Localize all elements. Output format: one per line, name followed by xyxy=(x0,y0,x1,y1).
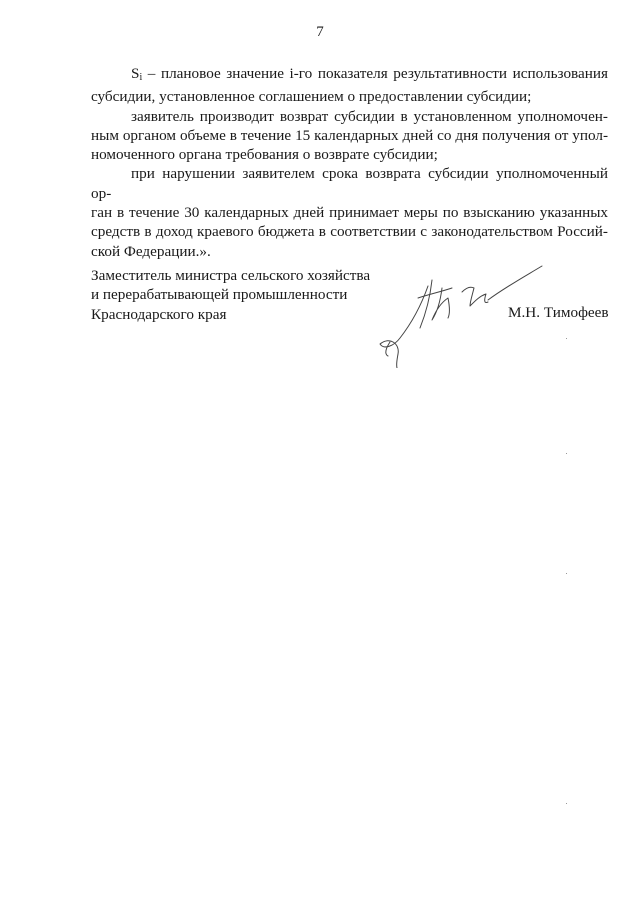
page-number: 7 xyxy=(316,24,324,40)
paragraph-line xyxy=(91,64,608,87)
paragraph-line: ган в течение 30 календарных дней принимает меры по взысканию указанных xyxy=(91,204,608,222)
paragraph-violation xyxy=(91,164,608,260)
position-line: Заместитель министра сельского хозяйства xyxy=(91,267,371,284)
scan-artifact xyxy=(566,338,567,339)
scan-artifact xyxy=(566,803,567,804)
line-text: – плановое значение i-го показателя результативности использования xyxy=(142,65,608,82)
paragraph-line: при нарушении заявителем срока возврата субсидии уполномоченный ор- xyxy=(91,165,608,202)
scan-artifact xyxy=(566,453,567,454)
symbol-s: S xyxy=(131,65,140,82)
paragraph-line: субсидии, установленное соглашением о предоставлении субсидии; xyxy=(91,88,532,106)
body-text xyxy=(91,64,608,261)
signatory-position xyxy=(91,266,370,324)
paragraph-line: ской Федерации.». xyxy=(91,242,211,260)
paragraph-line: средств в доход краевого бюджета в соответствии с законодательством Россий- xyxy=(91,223,608,241)
position-line: и перерабатывающей промышленности xyxy=(91,286,348,304)
signer-name: М.Н. Тимофеев xyxy=(508,304,609,321)
paragraph-line: ным органом объеме в течение 15 календарных дней со дня получения от упол- xyxy=(91,126,608,144)
scan-artifact xyxy=(566,573,567,574)
paragraph-line: заявитель производит возврат субсидии в установленном уполномочен- xyxy=(131,107,608,125)
paragraph-refund-term xyxy=(91,107,608,165)
symbol-subscript: i xyxy=(139,72,143,83)
position-line: Краснодарского края xyxy=(91,305,227,323)
paragraph-si-definition xyxy=(91,64,608,107)
paragraph-line: номоченного органа требования о возврате субсидии; xyxy=(91,146,438,164)
